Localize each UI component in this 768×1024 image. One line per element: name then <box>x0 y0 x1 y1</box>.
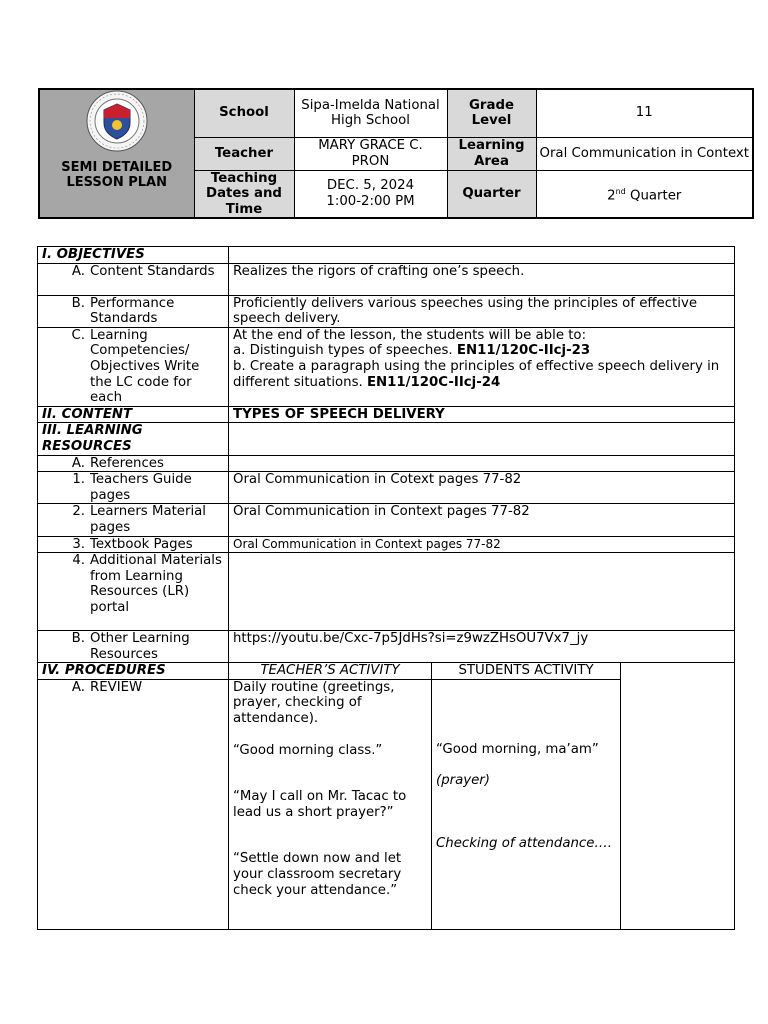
teaching-dates-value <box>294 170 447 218</box>
learning-competencies-num: C. <box>71 327 85 343</box>
objectives-heading-blank <box>229 247 735 264</box>
review-label <box>38 679 229 929</box>
student-step-greeting: “Good morning, ma’am” <box>436 741 599 757</box>
procedures-heading: IV. PROCEDURES <box>38 663 229 680</box>
learners-material-text: Learners Material pages <box>90 504 206 535</box>
teachers-guide-text: Teachers Guide pages <box>90 472 192 503</box>
references-text: References <box>90 455 164 471</box>
review-num: A. <box>71 679 85 695</box>
lc-objective-b <box>233 359 730 390</box>
other-resources-num: B. <box>71 631 85 647</box>
procedures-extra-header <box>621 663 735 680</box>
learners-material-label <box>38 504 229 536</box>
references-num: A. <box>71 455 85 471</box>
teacher-step-prayer: “May I call on Mr. Tacac to lead us a short prayer?” <box>233 789 407 820</box>
additional-materials-blank <box>229 553 735 631</box>
learning-competencies-value <box>229 327 735 406</box>
additional-materials-num: 4. <box>72 553 85 569</box>
references-blank <box>229 455 735 472</box>
teaching-time: 1:00-2:00 PM <box>326 193 415 209</box>
review-text: REVIEW <box>90 679 143 695</box>
textbook-pages-num: 3. <box>72 536 85 552</box>
performance-standards-label <box>38 295 229 327</box>
teachers-guide-label <box>38 472 229 504</box>
content-standards-num: A. <box>71 263 85 279</box>
lc-intro: At the end of the lesson, the students will be able to: <box>233 327 587 343</box>
teacher-step-routine: Daily routine (greetings, prayer, checking of attendance). <box>233 679 395 727</box>
quarter-value <box>536 170 753 218</box>
deped-seal-icon <box>86 90 148 152</box>
teacher-step-attendance: “Settle down now and let your classroom secretary check your attendance.” <box>233 851 402 898</box>
content-heading: II. CONTENT <box>38 406 229 423</box>
lc-code-a: EN11/120C-IIcj-23 <box>456 343 591 359</box>
performance-standards-text: Performance Standards <box>90 295 175 327</box>
content-value: TYPES OF SPEECH DELIVERY <box>229 406 735 423</box>
teachers-guide-value: Oral Communication in Cotext pages 77-82 <box>229 472 735 504</box>
other-resources-link[interactable]: https://youtu.be/Cxc-7p5JdHs?si=z9wzZHsOU7Vx7_jy <box>229 631 735 663</box>
performance-standards-num: B. <box>71 295 85 311</box>
school-value: Sipa-Imelda National High School <box>294 89 447 137</box>
lesson-plan-body <box>37 246 735 930</box>
teaching-date: DEC. 5, 2024 <box>326 178 415 194</box>
school-label: School <box>194 89 294 137</box>
teacher-label: Teacher <box>194 137 294 170</box>
students-activity-cell <box>432 679 621 929</box>
learning-resources-blank <box>229 423 735 455</box>
quarter-word: Quarter <box>625 188 682 204</box>
grade-level-value: 11 <box>536 89 753 137</box>
additional-materials-text: Additional Materials from Learning Resources (LR) portal <box>90 553 222 615</box>
quarter-suffix: nd <box>615 186 626 196</box>
learning-competencies-text: Learning Competencies/ Objectives Write the LC code for each <box>90 327 200 406</box>
lc-objective-a <box>233 343 730 359</box>
quarter-label: Quarter <box>447 170 536 218</box>
learning-area-label: Learning Area <box>447 137 536 170</box>
teaching-dates-label: Teaching Dates and Time <box>194 170 294 218</box>
content-standards-text: Content Standards <box>90 263 215 279</box>
grade-level-label: Grade Level <box>447 89 536 137</box>
content-standards-value: Realizes the rigors of crafting one’s speech. <box>229 263 735 295</box>
learning-competencies-label <box>38 327 229 406</box>
learning-area-value: Oral Communication in Context <box>536 137 753 170</box>
student-step-attendance: Checking of attendance…. <box>436 836 612 852</box>
other-resources-label <box>38 631 229 663</box>
teacher-activity-header: TEACHER’S ACTIVITY <box>229 663 432 680</box>
other-resources-text: Other Learning Resources <box>90 631 190 662</box>
teachers-guide-num: 1. <box>72 472 85 488</box>
teacher-value: MARY GRACE C. PRON <box>294 137 447 170</box>
lc-code-b: EN11/120C-IIcj-24 <box>366 374 501 390</box>
lc-objective-b-text: b. Create a paragraph using the principles of effective speech delivery in different situations. <box>233 358 720 390</box>
learners-material-value: Oral Communication in Context pages 77-82 <box>229 504 735 536</box>
student-step-prayer: (prayer) <box>436 773 490 789</box>
logo-cell <box>39 89 194 218</box>
textbook-pages-value: Oral Communication in Context pages 77-82 <box>229 536 735 553</box>
procedures-extra-cell <box>621 679 735 929</box>
teacher-activity-cell <box>229 679 432 929</box>
learning-resources-heading: III. LEARNING RESOURCES <box>38 423 229 455</box>
references-label <box>38 455 229 472</box>
lc-objective-a-text: a. Distinguish types of speeches. <box>233 343 457 359</box>
learners-material-num: 2. <box>72 504 85 520</box>
students-activity-header: STUDENTS ACTIVITY <box>432 663 621 680</box>
performance-standards-value: Proficiently delivers various speeches using the principles of effective speech delivery. <box>229 295 735 327</box>
teacher-step-greeting: “Good morning class.” <box>233 742 383 758</box>
additional-materials-label <box>38 553 229 631</box>
quarter-number: 2 <box>607 188 616 204</box>
content-standards-label <box>38 263 229 295</box>
objectives-heading: I. OBJECTIVES <box>38 247 229 264</box>
plan-title: SEMI DETAILED LESSON PLAN <box>61 160 173 190</box>
lesson-plan-header <box>38 88 754 219</box>
textbook-pages-text: Textbook Pages <box>90 536 193 552</box>
textbook-pages-label <box>38 536 229 553</box>
